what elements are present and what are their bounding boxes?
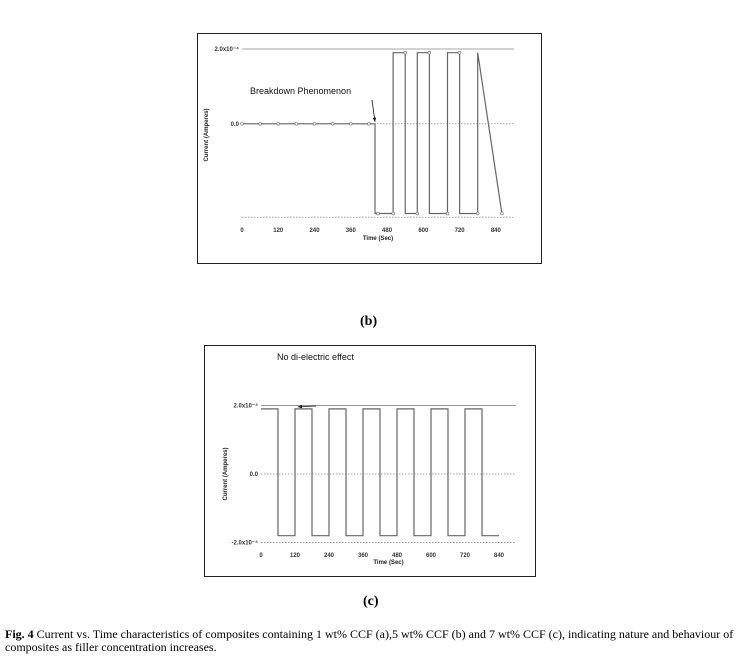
x-tick-label: 840 (493, 553, 505, 559)
data-point (428, 51, 431, 54)
data-point (331, 122, 334, 125)
x-tick-label: 840 (490, 228, 501, 234)
data-point (313, 122, 316, 125)
x-tick-label: 720 (459, 553, 471, 559)
data-point (349, 122, 352, 125)
chart-c-svg (205, 346, 537, 578)
annotation-text: No di-electric effect (277, 352, 354, 362)
x-tick-label: 480 (382, 228, 393, 234)
x-tick-label: 600 (425, 553, 437, 559)
x-tick-label: 240 (309, 228, 320, 234)
x-tick-label: 360 (357, 553, 369, 559)
data-point (404, 51, 407, 54)
x-tick-label: 600 (418, 228, 429, 234)
panel-label-b: (b) (360, 314, 378, 329)
data-point (259, 122, 262, 125)
figure-caption (5, 628, 745, 654)
chart-panel-c (204, 345, 536, 577)
y-tick-label: 0.0 (230, 121, 239, 128)
y-axis-title: Current (Amperes) (223, 447, 229, 501)
data-point (368, 122, 371, 125)
y-tick-label: 0.0 (249, 472, 258, 478)
x-tick-label: 240 (323, 553, 335, 559)
data-point (277, 122, 280, 125)
data-point (446, 212, 449, 215)
data-point (458, 51, 461, 54)
x-axis-title: Time (Sec) (362, 236, 394, 242)
y-tick-label: 2.0x10⁻⁴ (214, 47, 239, 53)
x-tick-label: 0 (259, 553, 263, 559)
x-tick-label: 0 (240, 228, 244, 234)
data-point (241, 122, 244, 125)
data-point (416, 212, 419, 215)
series-line (261, 409, 499, 536)
data-point (295, 122, 298, 125)
y-axis-title: Current (Amperes) (204, 108, 210, 162)
chart-panel-b (197, 33, 542, 264)
x-axis-title: Time (Sec) (373, 560, 404, 566)
data-point (501, 212, 504, 215)
x-tick-label: 120 (289, 553, 301, 559)
x-tick-label: 360 (345, 228, 356, 234)
y-tick-label: 2.0x10⁻⁴ (233, 403, 258, 410)
annotation-arrow-head (373, 117, 376, 121)
caption-text: Current vs. Time characteristics of composites containing 1 wt% CCF (a),5 wt% CCF (b) and 7 wt% CCF (c), indicating nature and behaviour of composites as filler concentration increases. (5, 627, 734, 654)
x-tick-label: 480 (391, 553, 403, 559)
series-line (242, 53, 502, 214)
data-point (392, 212, 395, 215)
x-tick-label: 120 (273, 228, 284, 234)
caption-prefix: Fig. 4 (5, 627, 34, 641)
chart-b-svg (198, 34, 543, 265)
data-point (377, 212, 380, 215)
panel-label-c: (c) (363, 594, 379, 609)
annotation-text: Breakdown Phenomenon (250, 86, 352, 96)
x-tick-label: 720 (454, 228, 465, 234)
y-tick-label: -2.0x10⁻⁴ (231, 540, 258, 547)
data-point (476, 212, 479, 215)
